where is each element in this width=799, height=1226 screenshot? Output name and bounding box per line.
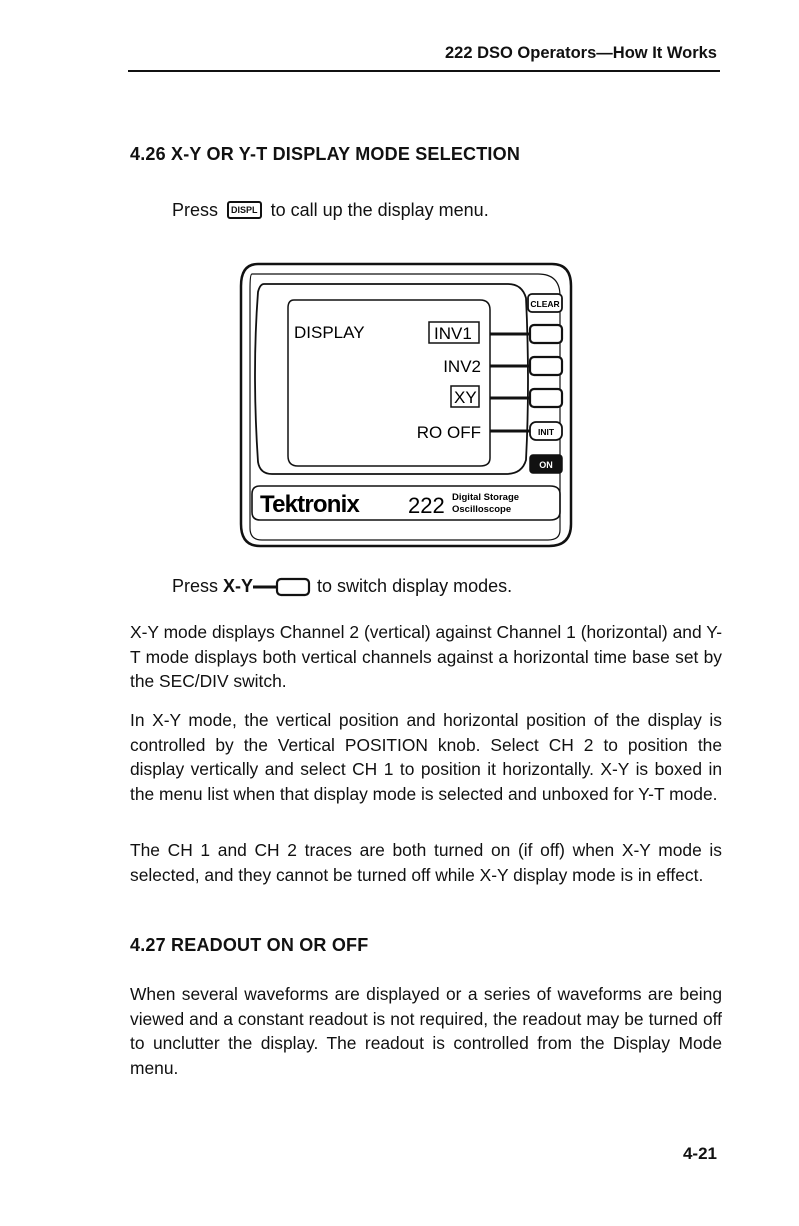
- section-heading-4-26: 4.26 X-Y OR Y-T DISPLAY MODE SELECTION: [130, 144, 521, 164]
- press-after-text: to call up the display menu.: [270, 200, 489, 220]
- softkey-2: [530, 357, 562, 375]
- paragraph-xy-mode: X-Y mode displays Channel 2 (vertical) against Channel 1 (horizontal) and Y-T mode displays both vertical channels against a horizontal time base set by the SEC/DIV switch.: [130, 622, 722, 691]
- model-desc-line1: Digital Storage: [452, 492, 520, 503]
- press-text-2: Press: [172, 576, 219, 596]
- menu-item-ro-off: RO OFF: [416, 423, 481, 442]
- instruction-press-xy: [172, 576, 512, 597]
- softkey-3: [530, 389, 562, 407]
- menu-item-inv1: INV1: [434, 324, 472, 343]
- init-button-label: INIT: [537, 427, 555, 437]
- model-number: 222: [408, 493, 445, 518]
- menu-item-inv2: INV2: [443, 357, 481, 376]
- paragraph-traces: The CH 1 and CH 2 traces are both turned on (if off) when X-Y mode is selected, and they cannot be turned off while X-Y display mode is in effect.: [130, 840, 722, 885]
- displ-key-icon: DISPL: [227, 201, 262, 219]
- press-text: Press: [172, 200, 219, 220]
- tektronix-logo: Tektronix: [260, 491, 360, 518]
- model-desc-line2: Oscilloscope: [452, 504, 512, 515]
- section-heading-4-27: 4.27 READOUT ON OR OFF: [130, 935, 369, 955]
- paragraph-readout: When several waveforms are displayed or a series of waveforms are being viewed and a constant readout is not required, the readout may be turned off to unclutter the display. The readout is controlled from the Display Mode menu.: [130, 984, 722, 1078]
- power-on-label: ON: [539, 460, 553, 470]
- header-rule: [128, 70, 720, 72]
- clear-button-label: CLEAR: [530, 299, 560, 309]
- instruction-press-display: [172, 200, 489, 221]
- xy-label: X-Y: [223, 576, 254, 596]
- press-after-text-2: to switch display modes.: [317, 576, 513, 596]
- running-header: 222 DSO Operators—How It Works: [444, 44, 717, 62]
- menu-item-xy: XY: [454, 388, 477, 407]
- oscilloscope-front-panel-illustration: [238, 262, 574, 548]
- softkey-1: [530, 325, 562, 343]
- xy-softkey-icon: [253, 577, 311, 597]
- menu-title: DISPLAY: [294, 323, 365, 342]
- page-number: 4-21: [682, 1144, 717, 1163]
- paragraph-xy-position: In X-Y mode, the vertical position and horizontal position of the display is controlled by the Vertical POSITION knob. Select CH 2 to position the display vertically and select CH 1 to position it horizontally. X-Y is boxed in the menu list when that display mode is selected and unboxed for Y-T mode.: [130, 710, 722, 804]
